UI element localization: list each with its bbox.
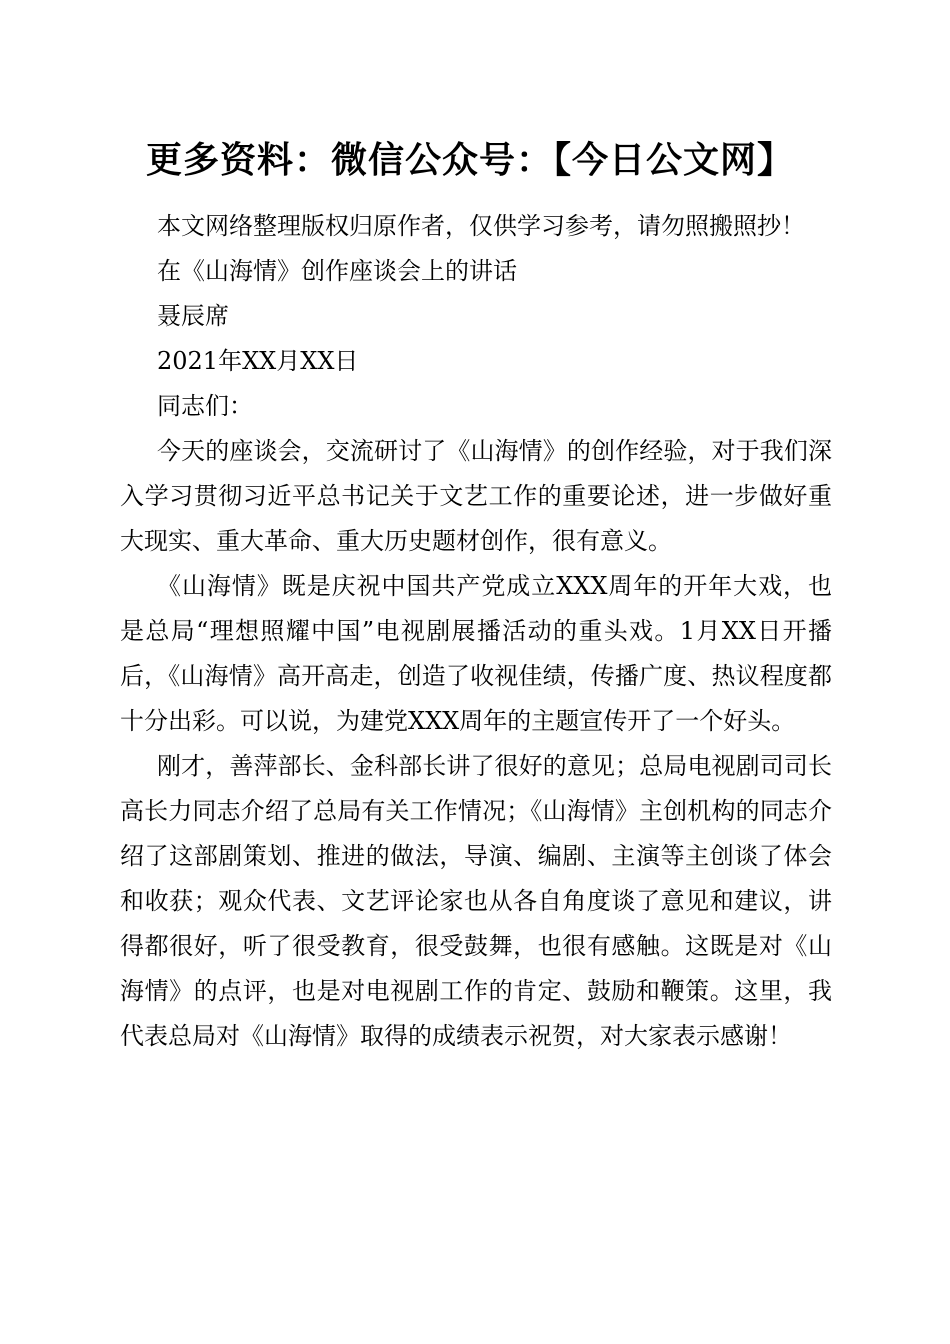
document-body [120, 204, 832, 1059]
speech-title: 在《山海情》创作座谈会上的讲话 [157, 257, 517, 285]
copyright-notice: 本文网络整理版权归原作者，仅供学习参考，请勿照搬照抄！ [157, 212, 805, 240]
paragraph: 今天的座谈会，交流研讨了《山海情》的创作经验，对于我们深入学习贯彻习近平总书记关于文艺工作的重要论述，进一步做好重大现实、重大革命、重大历史题材创作，很有意义。 [120, 437, 832, 555]
paragraph: 刚才，善萍部长、金科部长讲了很好的意见；总局电视剧司司长高长力同志介绍了总局有关工作情况；《山海情》主创机构的同志介绍了这部剧策划、推进的做法，导演、编剧、主演等主创谈了体会和收获；观众代表、文艺评论家也从各自角度谈了意见和建议，讲得都很好，听了很受教育，很受鼓舞，也很有感触。这既是对《山海情》的点评，也是对电视剧工作的肯定、鼓励和鞭策。这里，我代表总局对《山海情》取得的成绩表示祝贺，对大家表示感谢！ [120, 752, 832, 1050]
salutation: 同志们： [157, 392, 253, 420]
paragraph: 《山海情》既是庆祝中国共产党成立XXX周年的开年大戏，也是总局“理想照耀中国”电视剧展播活动的重头戏。1月XX日开播后，《山海情》高开高走，创造了收视佳绩，传播广度、热议程度都十分出彩。可以说，为建党XXX周年的主题宣传开了一个好头。 [120, 572, 832, 735]
header-title: 更多资料：微信公众号：【今日公文网】 [145, 139, 794, 181]
speaker-name: 聂辰席 [157, 302, 229, 330]
speech-date: 2021年XX月XX日 [157, 347, 359, 375]
